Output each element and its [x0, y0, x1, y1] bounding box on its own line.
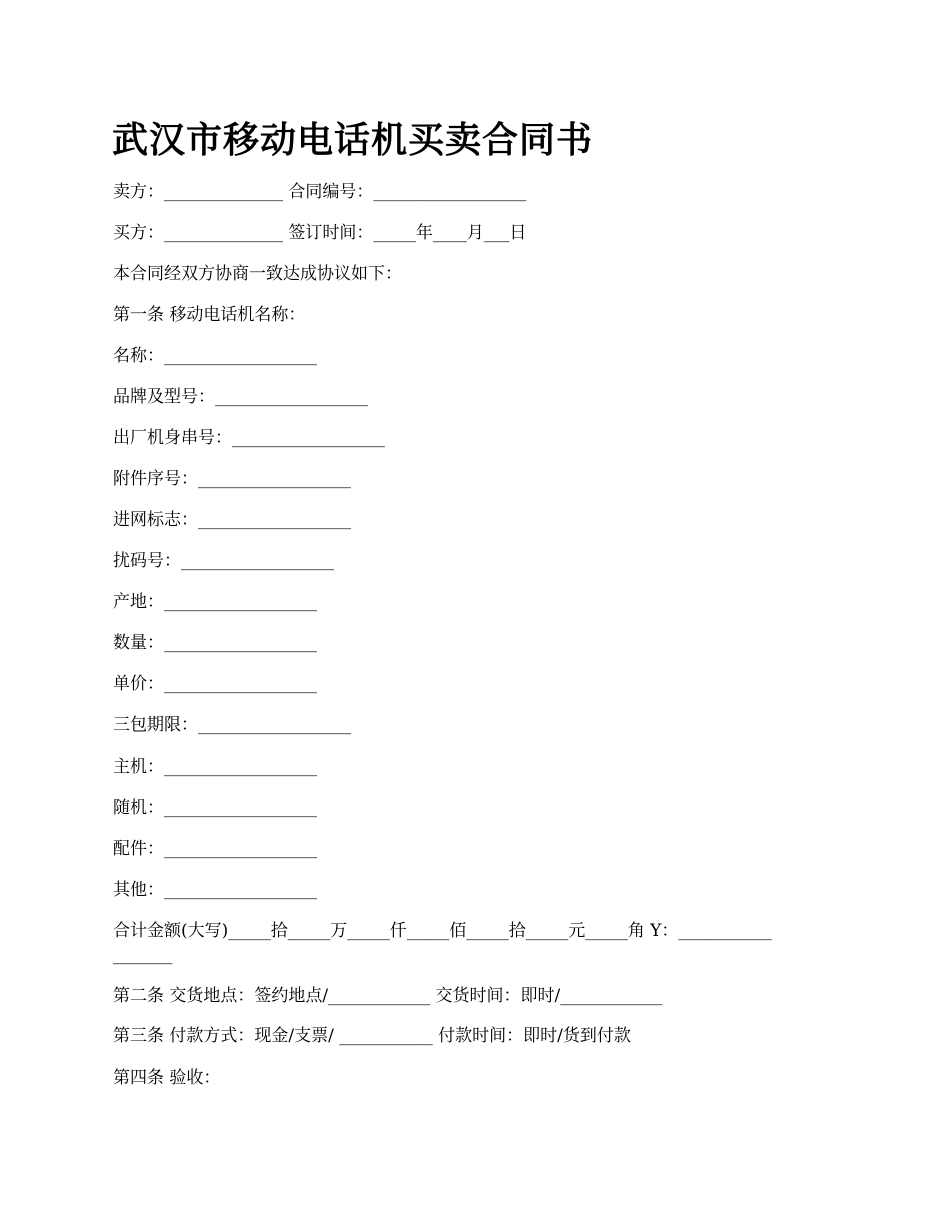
- field-network-label: 进网标志：__________________: [113, 510, 351, 530]
- field-warranty-period: 三包期限：__________________: [113, 715, 351, 735]
- article-2-delivery: 第二条 交货地点：签约地点/____________ 交货时间：即时/____________: [113, 986, 663, 1006]
- buyer-signing-date-line: 买方：______________ 签订时间：_____年____月___日: [113, 223, 527, 243]
- field-brand-model: 品牌及型号：__________________: [113, 387, 368, 407]
- agreement-intro: 本合同经双方协商一致达成协议如下：: [113, 264, 402, 284]
- field-scramble-code: 扰码号：__________________: [113, 551, 334, 571]
- article-3-payment: 第三条 付款方式：现金/支票/ ___________ 付款时间：即时/货到付款: [113, 1026, 631, 1046]
- total-amount-line: 合计金额(大写)_____拾_____万_____仟_____佰_____拾_____元_____角 Y：___________: [113, 921, 772, 941]
- field-other: 其他：__________________: [113, 880, 317, 900]
- field-included-items: 随机：__________________: [113, 798, 317, 818]
- total-amount-continuation: _______: [113, 945, 173, 965]
- field-name: 名称：__________________: [113, 346, 317, 366]
- document-title: 武汉市移动电话机买卖合同书: [112, 120, 594, 161]
- field-main-unit: 主机：__________________: [113, 757, 317, 777]
- field-accessories: 配件：__________________: [113, 839, 317, 859]
- field-accessory-number: 附件序号：__________________: [113, 469, 351, 489]
- field-quantity: 数量：__________________: [113, 633, 317, 653]
- article-4-inspection: 第四条 验收：: [113, 1068, 221, 1088]
- seller-contract-number-line: 卖方：______________ 合同编号：__________________: [113, 182, 527, 202]
- article-1-heading: 第一条 移动电话机名称：: [113, 305, 306, 325]
- field-unit-price: 单价：__________________: [113, 674, 317, 694]
- field-serial-number: 出厂机身串号：__________________: [113, 428, 385, 448]
- field-origin: 产地：__________________: [113, 592, 317, 612]
